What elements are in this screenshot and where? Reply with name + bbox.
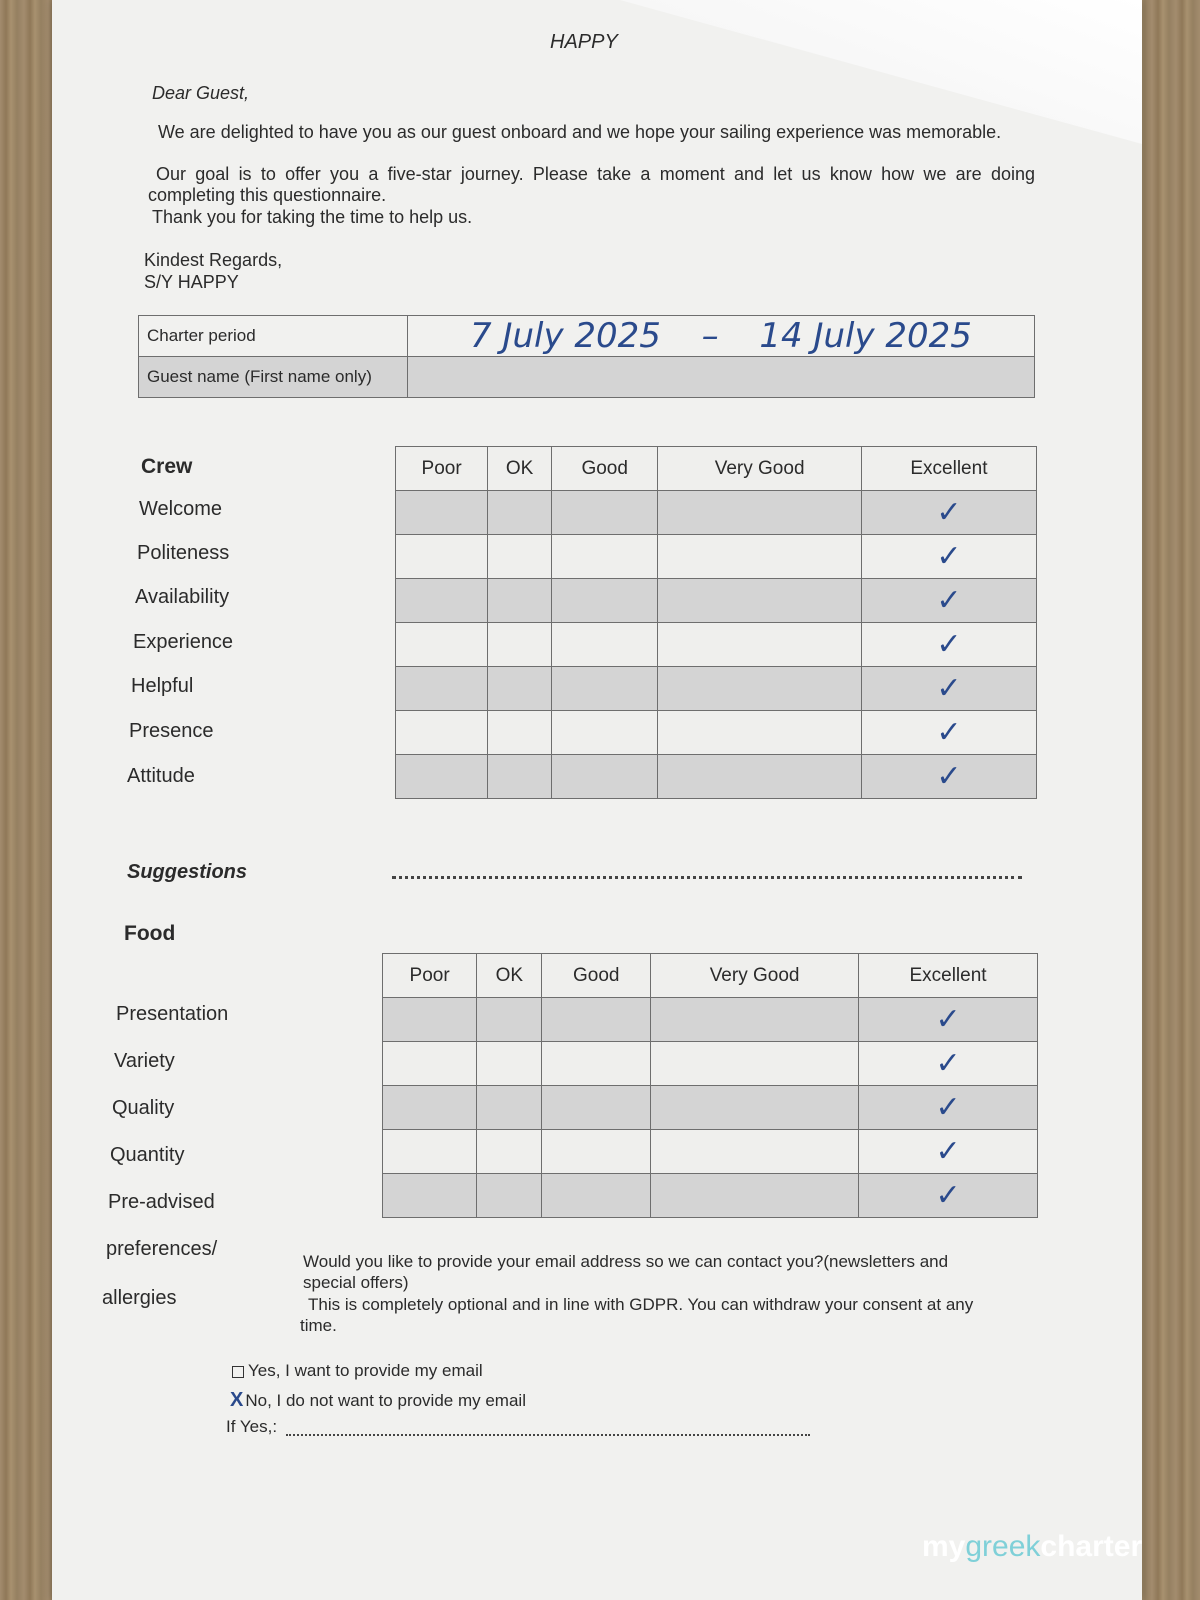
crew-rating-cell[interactable] (488, 491, 552, 535)
food-rating-row (383, 1042, 1038, 1086)
crew-rating-cell[interactable] (861, 623, 1036, 667)
crew-rating-cell[interactable] (551, 491, 657, 535)
crew-rating-cell[interactable] (396, 623, 488, 667)
food-rating-cell[interactable] (859, 1086, 1038, 1130)
food-rating-cell[interactable] (542, 1174, 651, 1218)
food-section-title: Food (124, 922, 176, 945)
food-rating-row (383, 998, 1038, 1042)
checkmark-icon: ✓ (936, 539, 962, 574)
letter-paragraph-2: Our goal is to offer you a five-star journey. Please take a moment and let us know how we are doing completing this questionnaire. (148, 164, 1035, 205)
food-rating-cell[interactable] (651, 1130, 859, 1174)
food-rating-cell[interactable] (383, 1130, 477, 1174)
letter-signature: S/Y HAPPY (144, 272, 239, 292)
no-checkbox[interactable]: X (230, 1389, 244, 1411)
charter-end-date: 14 July 2025 (759, 316, 972, 356)
checkmark-icon: ✓ (936, 495, 962, 530)
food-rating-cell[interactable] (651, 1086, 859, 1130)
food-item-label: Quality (112, 1097, 175, 1119)
crew-header-very-good: Very Good (658, 447, 861, 491)
food-rating-row (383, 1174, 1038, 1218)
guest-name-value[interactable] (408, 357, 1035, 398)
crew-rating-cell[interactable] (861, 711, 1036, 755)
yes-option-label: Yes, I want to provide my email (248, 1361, 483, 1380)
suggestions-label: Suggestions (127, 861, 248, 883)
crew-rating-cell[interactable] (396, 579, 488, 623)
crew-rating-cell[interactable] (551, 579, 657, 623)
crew-item-experience: Experience (133, 631, 234, 653)
crew-rating-cell[interactable] (488, 755, 552, 799)
checkmark-icon: ✓ (936, 627, 962, 662)
email-note: This is completely optional and in line with GDPR. You can withdraw your consent at any time. (300, 1295, 974, 1335)
crew-rating-cell[interactable] (658, 755, 861, 799)
food-rating-row (383, 1130, 1038, 1174)
crew-rating-cell[interactable] (861, 579, 1036, 623)
crew-rating-row (396, 535, 1037, 579)
food-item-label: Variety (114, 1050, 175, 1072)
crew-header-ok: OK (488, 447, 552, 491)
food-header-poor: Poor (383, 954, 477, 998)
crew-rating-cell[interactable] (396, 711, 488, 755)
crew-rating-cell[interactable] (658, 579, 861, 623)
crew-rating-cell[interactable] (551, 755, 657, 799)
crew-rating-cell[interactable] (396, 667, 488, 711)
food-rating-cell[interactable] (477, 1042, 542, 1086)
checkmark-icon: ✓ (935, 1178, 961, 1213)
checkmark-icon: ✓ (935, 1090, 961, 1125)
food-rating-row (383, 1086, 1038, 1130)
charter-period-value[interactable] (408, 316, 1035, 357)
crew-rating-cell[interactable] (396, 491, 488, 535)
crew-rating-row (396, 623, 1037, 667)
crew-rating-cell[interactable] (551, 711, 657, 755)
crew-rating-cell[interactable] (396, 755, 488, 799)
crew-rating-cell[interactable] (861, 535, 1036, 579)
checkmark-icon: ✓ (935, 1046, 961, 1081)
crew-header-good: Good (551, 447, 657, 491)
email-address-line[interactable] (286, 1434, 810, 1436)
letter-paragraph-3: Thank you for taking the time to help us. (152, 207, 473, 227)
crew-rating-cell[interactable] (658, 623, 861, 667)
crew-rating-cell[interactable] (658, 667, 861, 711)
food-rating-cell[interactable] (542, 998, 651, 1042)
food-rating-cell[interactable] (651, 998, 859, 1042)
letter-closing: Kindest Regards, (144, 250, 283, 270)
email-option-yes[interactable] (232, 1361, 483, 1381)
crew-rating-cell[interactable] (551, 535, 657, 579)
crew-rating-table (395, 446, 1037, 799)
food-rating-cell[interactable] (477, 998, 542, 1042)
checkmark-icon: ✓ (935, 1134, 961, 1169)
crew-rating-cell[interactable] (488, 535, 552, 579)
food-rating-cell[interactable] (542, 1042, 651, 1086)
food-rating-cell[interactable] (477, 1130, 542, 1174)
food-header-good: Good (542, 954, 651, 998)
food-rating-cell[interactable] (477, 1086, 542, 1130)
food-rating-cell[interactable] (383, 998, 477, 1042)
letter-greeting: Dear Guest, (152, 83, 250, 103)
food-item-label: allergies (102, 1287, 177, 1309)
crew-header-excellent: Excellent (861, 447, 1036, 491)
food-rating-cell[interactable] (859, 1042, 1038, 1086)
crew-item-politeness: Politeness (137, 542, 230, 564)
crew-rating-cell[interactable] (488, 711, 552, 755)
food-rating-table (382, 953, 1038, 1218)
crew-header-poor: Poor (396, 447, 488, 491)
charter-period-label: Charter period (139, 316, 408, 357)
crew-item-helpful: Helpful (131, 675, 194, 697)
food-item-label: Presentation (116, 1003, 229, 1025)
crew-item-welcome: Welcome (139, 498, 222, 520)
yes-checkbox[interactable] (232, 1366, 244, 1378)
no-option-label: No, I do not want to provide my email (245, 1391, 526, 1410)
food-header-excellent: Excellent (859, 954, 1038, 998)
food-rating-cell[interactable] (859, 1130, 1038, 1174)
charter-info-table (138, 315, 1035, 398)
food-rating-cell[interactable] (383, 1086, 477, 1130)
if-yes-label: If Yes,: (226, 1417, 278, 1436)
crew-item-availability: Availability (135, 586, 230, 608)
crew-item-presence: Presence (129, 720, 214, 742)
crew-rating-cell[interactable] (488, 579, 552, 623)
food-rating-cell[interactable] (542, 1086, 651, 1130)
charter-start-date: 7 July 2025 (470, 316, 661, 356)
charter-dash: – (701, 316, 719, 356)
crew-rating-cell[interactable] (861, 667, 1036, 711)
crew-rating-cell[interactable] (551, 667, 657, 711)
watermark-logo: mygreekcharter (922, 1530, 1143, 1563)
crew-rating-row (396, 491, 1037, 535)
food-item-label: preferences/ (106, 1238, 218, 1260)
food-rating-cell[interactable] (651, 1174, 859, 1218)
food-rating-cell[interactable] (542, 1130, 651, 1174)
food-rating-cell[interactable] (477, 1174, 542, 1218)
crew-rating-cell[interactable] (861, 755, 1036, 799)
email-question: Would you like to provide your email address so we can contact you?(newsletters and special offers) (303, 1252, 949, 1292)
form-title: HAPPY (550, 31, 618, 53)
food-header-ok: OK (477, 954, 542, 998)
crew-rating-cell[interactable] (658, 711, 861, 755)
email-option-no[interactable] (230, 1389, 526, 1412)
crew-rating-row (396, 711, 1037, 755)
crew-rating-cell[interactable] (861, 491, 1036, 535)
crew-rating-row (396, 667, 1037, 711)
crew-rating-row (396, 755, 1037, 799)
checkmark-icon: ✓ (936, 671, 962, 706)
checkmark-icon: ✓ (936, 583, 962, 618)
food-item-label: Quantity (110, 1144, 185, 1166)
food-header-very-good: Very Good (651, 954, 859, 998)
food-rating-cell[interactable] (383, 1042, 477, 1086)
crew-rating-row (396, 579, 1037, 623)
crew-rating-cell[interactable] (658, 535, 861, 579)
food-rating-cell[interactable] (859, 998, 1038, 1042)
food-rating-cell[interactable] (859, 1174, 1038, 1218)
checkmark-icon: ✓ (936, 715, 962, 750)
feedback-form-paper (52, 0, 1142, 1600)
suggestions-line[interactable] (392, 876, 1022, 879)
crew-section-title: Crew (141, 455, 193, 478)
checkmark-icon: ✓ (936, 759, 962, 794)
crew-item-attitude: Attitude (127, 765, 195, 787)
food-rating-cell[interactable] (651, 1042, 859, 1086)
checkmark-icon: ✓ (935, 1002, 961, 1037)
crew-rating-cell[interactable] (658, 491, 861, 535)
letter-paragraph-1: We are delighted to have you as our guest onboard and we hope your sailing experience was memorable. (158, 122, 1002, 142)
guest-name-label: Guest name (First name only) (139, 357, 408, 398)
crew-rating-cell[interactable] (551, 623, 657, 667)
food-item-label: Pre-advised (108, 1191, 215, 1213)
food-rating-cell[interactable] (383, 1174, 477, 1218)
crew-rating-cell[interactable] (488, 667, 552, 711)
crew-rating-cell[interactable] (488, 623, 552, 667)
crew-rating-cell[interactable] (396, 535, 488, 579)
